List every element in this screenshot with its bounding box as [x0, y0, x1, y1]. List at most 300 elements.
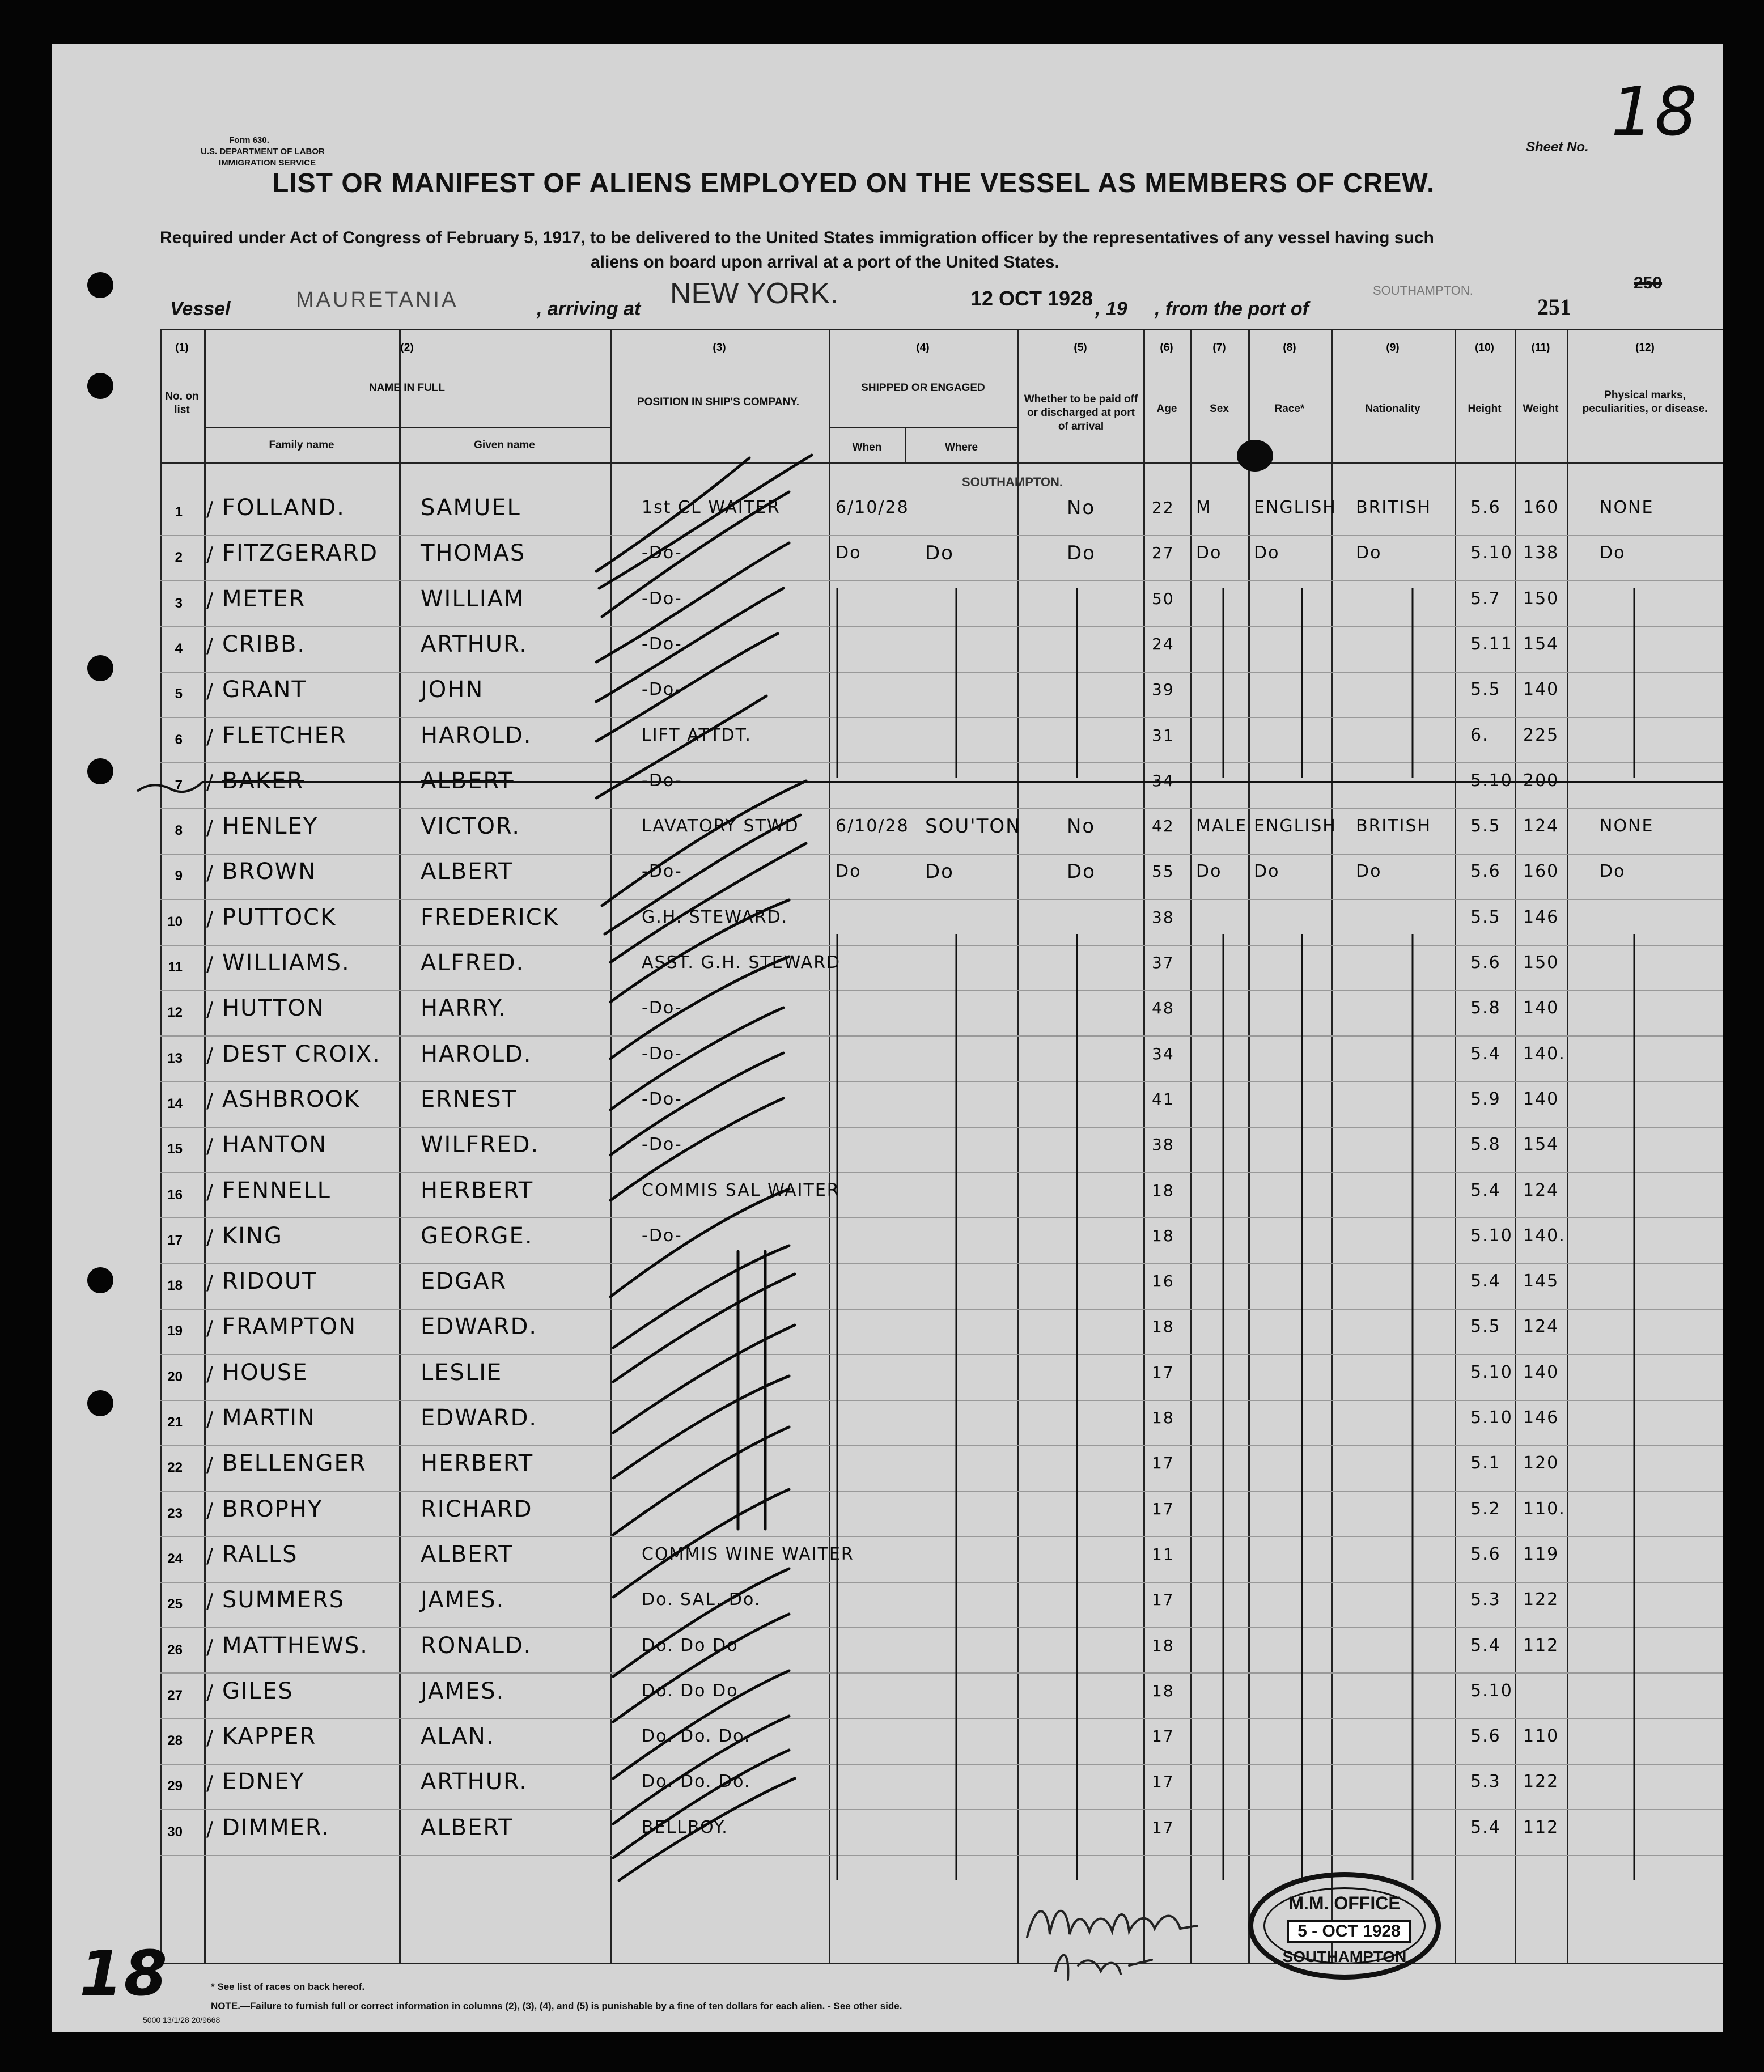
nationality-cell: Do — [1356, 861, 1382, 882]
check-tick: / — [206, 953, 215, 976]
age-cell: 50 — [1152, 589, 1174, 608]
age-cell: 16 — [1152, 1272, 1174, 1291]
row-number: 30 — [167, 1824, 183, 1840]
row-number: 25 — [167, 1597, 183, 1612]
position-cell: Do. Do Do — [642, 1680, 739, 1701]
age-cell: 39 — [1152, 680, 1174, 699]
row-number: 16 — [167, 1187, 183, 1203]
weight-cell: 200 — [1523, 770, 1559, 791]
check-tick: / — [206, 1817, 215, 1841]
age-cell: 18 — [1152, 1317, 1174, 1336]
sex-cell: M — [1196, 498, 1212, 517]
header-no-on-list: No. on list — [165, 390, 199, 416]
check-tick: / — [206, 1180, 215, 1204]
weight-cell: 112 — [1523, 1635, 1559, 1655]
given-name-cell: THOMAS — [421, 540, 526, 567]
position-cell: -Do- — [642, 634, 682, 654]
weight-cell: 122 — [1523, 1590, 1559, 1610]
header-given-name: Given name — [474, 439, 535, 451]
height-cell: 5.8 — [1470, 1135, 1501, 1155]
position-cell: -Do- — [642, 588, 682, 609]
row-number: 22 — [167, 1460, 183, 1476]
col-number: (6) — [1160, 342, 1173, 354]
header-position: POSITION IN SHIP'S COMPANY. — [637, 396, 800, 408]
row-number: 23 — [167, 1505, 183, 1521]
position-cell: -Do- — [642, 861, 682, 882]
sheet-label: Sheet No. — [1526, 139, 1589, 155]
weight-cell: 140. — [1523, 1225, 1566, 1246]
page-title: LIST OR MANIFEST OF ALIENS EMPLOYED ON THE VESSEL AS MEMBERS OF CREW. — [272, 168, 1435, 198]
given-name-cell: ALBERT — [421, 1814, 514, 1841]
check-tick: / — [206, 634, 215, 657]
height-cell: 5.5 — [1470, 680, 1501, 700]
given-name-cell: ALBERT — [421, 767, 514, 794]
check-tick: / — [206, 1680, 215, 1704]
sheet-number: 18 — [1611, 73, 1699, 151]
given-name-cell: WILLIAM — [421, 585, 525, 612]
weight-cell: 140 — [1523, 1362, 1559, 1382]
age-cell: 17 — [1152, 1590, 1174, 1610]
given-name-cell: EDWARD. — [421, 1314, 538, 1340]
height-cell: 5.4 — [1470, 1043, 1501, 1064]
service-label: IMMIGRATION SERVICE — [219, 158, 316, 168]
family-name-cell: FITZGERARD — [222, 540, 379, 567]
position-cell: ASST. G.H. STEWARD — [642, 953, 841, 973]
age-cell: 38 — [1152, 907, 1174, 927]
col-number: (1) — [175, 342, 189, 354]
given-name-cell: RICHARD — [421, 1496, 533, 1522]
check-tick: / — [206, 1590, 215, 1614]
weight-cell: 145 — [1523, 1271, 1559, 1292]
position-cell: -Do- — [642, 998, 682, 1018]
given-name-cell: EDWARD. — [421, 1405, 538, 1431]
row-number: 12 — [167, 1005, 183, 1021]
check-tick: / — [206, 1362, 215, 1386]
manifest-sheet — [52, 44, 1723, 2032]
family-name-cell: RIDOUT — [222, 1268, 317, 1295]
family-name-cell: MATTHEWS. — [222, 1632, 368, 1659]
row-number: 9 — [175, 868, 183, 884]
check-tick: / — [206, 498, 215, 521]
given-name-cell: HAROLD. — [421, 722, 532, 749]
position-cell: LAVATORY STWD — [642, 816, 799, 837]
height-cell: 5.10 — [1470, 543, 1513, 563]
height-cell: 5.6 — [1470, 498, 1501, 517]
arrival-date: 12 OCT 1928 — [970, 287, 1093, 310]
header-physical: Physical marks, peculiarities, or disease. — [1582, 389, 1708, 415]
given-name-cell: ERNEST — [421, 1086, 518, 1113]
height-cell: 5.5 — [1470, 907, 1501, 927]
family-name-cell: DEST CROIX. — [222, 1041, 381, 1067]
weight-cell: 122 — [1523, 1772, 1559, 1792]
check-tick: / — [206, 1317, 215, 1340]
position-cell: Do. SAL. Do. — [642, 1590, 761, 1610]
family-name-cell: BROPHY — [222, 1496, 323, 1522]
race-cell: Do — [1254, 543, 1280, 563]
when-cell: Do — [836, 543, 862, 563]
header-age: Age — [1156, 403, 1177, 415]
form-number: Form 630. — [229, 135, 269, 145]
given-name-cell: RONALD. — [421, 1632, 532, 1659]
weight-cell: 124 — [1523, 1317, 1559, 1337]
subtitle-line-2: aliens on board upon arrival at a port of the United States. — [591, 253, 1059, 271]
sex-cell: Do — [1196, 543, 1222, 563]
row-number: 13 — [167, 1050, 183, 1066]
weight-cell: 160 — [1523, 861, 1559, 882]
col-number: (5) — [1074, 342, 1087, 354]
height-cell: 5.3 — [1470, 1772, 1501, 1792]
struck-number: 250 — [1634, 274, 1663, 292]
race-cell: Do — [1254, 861, 1280, 882]
check-tick: / — [206, 1453, 215, 1477]
age-cell: 11 — [1152, 1544, 1174, 1564]
age-cell: 37 — [1152, 953, 1174, 972]
given-name-cell: LESLIE — [421, 1359, 503, 1386]
row-number: 21 — [167, 1415, 183, 1430]
given-name-cell: HERBERT — [421, 1450, 534, 1477]
height-cell: 5.6 — [1470, 1544, 1501, 1564]
given-name-cell: ALAN. — [421, 1723, 495, 1750]
row-number: 10 — [167, 914, 183, 929]
family-name-cell: HANTON — [222, 1132, 328, 1158]
height-cell: 5.4 — [1470, 1817, 1501, 1837]
height-cell: 5.4 — [1470, 1271, 1501, 1292]
check-tick: / — [206, 1271, 215, 1295]
row-number: 24 — [167, 1551, 183, 1566]
header-name-in-full: NAME IN FULL — [368, 382, 446, 394]
row-number: 14 — [167, 1096, 183, 1111]
family-name-cell: BELLENGER — [222, 1450, 367, 1477]
given-name-cell: ALBERT — [421, 1541, 514, 1568]
age-cell: 17 — [1152, 1818, 1174, 1837]
check-tick: / — [206, 861, 215, 885]
age-cell: 17 — [1152, 1454, 1174, 1473]
family-name-cell: RALLS — [222, 1541, 298, 1568]
row-number: 20 — [167, 1369, 183, 1385]
header-height: Height — [1468, 403, 1502, 415]
position-cell: -Do- — [642, 1089, 682, 1109]
weight-cell: 146 — [1523, 1408, 1559, 1428]
check-tick: / — [206, 1772, 215, 1795]
position-cell: -Do- — [642, 543, 682, 563]
position-cell: Do. Do. Do. — [642, 1726, 751, 1747]
age-cell: 34 — [1152, 1044, 1174, 1063]
position-cell: -Do- — [642, 770, 682, 791]
physical-cell: Do — [1600, 861, 1626, 882]
height-cell: 5.7 — [1470, 588, 1501, 609]
height-cell: 5.6 — [1470, 1726, 1501, 1747]
footer-sheet-number: 18 — [79, 1937, 169, 2010]
check-tick: / — [206, 816, 215, 840]
height-cell: 5.2 — [1470, 1498, 1501, 1519]
family-name-cell: FRAMPTON — [222, 1314, 357, 1340]
row-number: 19 — [167, 1323, 183, 1339]
given-name-cell: HERBERT — [421, 1177, 534, 1204]
age-cell: 18 — [1152, 1408, 1174, 1427]
family-name-cell: METER — [222, 585, 306, 612]
height-cell: 6. — [1470, 725, 1489, 745]
height-cell: 5.8 — [1470, 998, 1501, 1018]
when-cell: Do — [836, 861, 862, 882]
row-number: 28 — [167, 1733, 183, 1749]
weight-cell: 124 — [1523, 816, 1559, 837]
weight-cell: 146 — [1523, 907, 1559, 927]
age-cell: 55 — [1152, 862, 1174, 881]
age-cell: 27 — [1152, 544, 1174, 563]
check-tick: / — [206, 1225, 215, 1249]
from-port: SOUTHAMPTON. — [1373, 283, 1473, 298]
header-where: Where — [944, 441, 978, 453]
row-number: 29 — [167, 1778, 183, 1794]
family-name-cell: PUTTOCK — [222, 904, 337, 931]
family-name-cell: BAKER — [222, 767, 304, 794]
age-cell: 22 — [1152, 498, 1174, 517]
check-tick: / — [206, 1635, 215, 1659]
col-number: (12) — [1635, 342, 1655, 354]
given-name-cell: HARRY. — [421, 995, 507, 1022]
family-name-cell: DIMMER. — [222, 1814, 330, 1841]
position-cell: -Do- — [642, 680, 682, 700]
height-cell: 5.10 — [1470, 1362, 1513, 1382]
col-number: (4) — [916, 342, 930, 354]
height-cell: 5.9 — [1470, 1089, 1501, 1109]
height-cell: 5.10 — [1470, 1680, 1513, 1701]
footer-races-note: * See list of races on back hereof. — [211, 1981, 365, 1992]
family-name-cell: GRANT — [222, 677, 307, 703]
position-cell: G.H. STEWARD. — [642, 907, 788, 927]
row-number: 17 — [167, 1232, 183, 1248]
weight-cell: 110. — [1523, 1498, 1566, 1519]
check-tick: / — [206, 1498, 215, 1522]
check-tick: / — [206, 1089, 215, 1113]
check-tick: / — [206, 998, 215, 1022]
from-label: , from the port of — [1155, 298, 1309, 320]
family-name-cell: KAPPER — [222, 1723, 317, 1750]
sex-cell: Do — [1196, 861, 1222, 882]
paid-off-cell: Do — [1067, 542, 1096, 565]
weight-cell: 140 — [1523, 680, 1559, 700]
check-tick: / — [206, 680, 215, 703]
col-number: (11) — [1531, 342, 1550, 354]
list-number: 251 — [1537, 294, 1571, 320]
family-name-cell: FENNELL — [222, 1177, 331, 1204]
header-nationality: Nationality — [1365, 403, 1420, 415]
age-cell: 18 — [1152, 1681, 1174, 1700]
race-cell: ENGLISH — [1254, 498, 1337, 517]
weight-cell: 119 — [1523, 1544, 1559, 1564]
stamp-date: 5 - OCT 1928 — [1287, 1920, 1411, 1943]
given-name-cell: ALFRED. — [421, 950, 525, 976]
year-label: , 19 — [1095, 298, 1127, 320]
given-name-cell: FREDERICK — [421, 904, 559, 931]
family-name-cell: EDNEY — [222, 1769, 305, 1795]
given-name-cell: VICTOR. — [421, 813, 521, 840]
family-name-cell: CRIBB. — [222, 631, 306, 657]
row-number: 1 — [175, 504, 183, 520]
position-cell: -Do- — [642, 1225, 682, 1246]
header-sex: Sex — [1210, 403, 1229, 415]
col-number: (3) — [713, 342, 726, 354]
position-cell: BELLBOY. — [642, 1817, 728, 1837]
given-name-cell: EDGAR — [421, 1268, 507, 1295]
weight-cell: 110 — [1523, 1726, 1559, 1747]
family-name-cell: MARTIN — [222, 1405, 316, 1431]
header-family-name: Family name — [269, 439, 334, 451]
family-name-cell: HOUSE — [222, 1359, 308, 1386]
given-name-cell: GEORGE. — [421, 1222, 533, 1249]
row-number: 6 — [175, 732, 183, 748]
family-name-cell: HENLEY — [222, 813, 319, 840]
height-cell: 5.1 — [1470, 1453, 1501, 1474]
header-shipped: SHIPPED OR ENGAGED — [861, 382, 985, 394]
check-tick: / — [206, 1043, 215, 1067]
race-cell: ENGLISH — [1254, 816, 1337, 837]
check-tick: / — [206, 1726, 215, 1750]
weight-cell: 154 — [1523, 1135, 1559, 1155]
check-tick: / — [206, 1408, 215, 1431]
header-when: When — [852, 441, 882, 453]
row-number: 3 — [175, 595, 183, 611]
family-name-cell: HUTTON — [222, 995, 325, 1022]
position-cell: LIFT ATTDT. — [642, 725, 752, 745]
height-cell: 5.3 — [1470, 1590, 1501, 1610]
paid-off-cell: No — [1067, 815, 1096, 838]
family-name-cell: GILES — [222, 1678, 294, 1704]
where-cell: SOU'TON — [925, 815, 1021, 838]
check-tick: / — [206, 588, 215, 612]
family-name-cell: KING — [222, 1222, 283, 1249]
age-cell: 48 — [1152, 999, 1174, 1018]
where-cell: Do — [925, 542, 954, 565]
weight-cell: 150 — [1523, 953, 1559, 973]
footer-print-code: 5000 13/1/28 20/9668 — [143, 2015, 220, 2024]
height-cell: 5.4 — [1470, 1180, 1501, 1200]
position-cell: Do. Do Do — [642, 1635, 739, 1655]
physical-cell: NONE — [1600, 498, 1654, 517]
height-cell: 5.6 — [1470, 861, 1501, 882]
header-paid-off: Whether to be paid off or discharged at port of arrival — [1024, 393, 1138, 432]
given-name-cell: JAMES. — [421, 1587, 505, 1614]
height-cell: 5.5 — [1470, 1317, 1501, 1337]
age-cell: 17 — [1152, 1362, 1174, 1382]
weight-cell: 140. — [1523, 1043, 1566, 1064]
weight-cell: 138 — [1523, 543, 1559, 563]
row-number: 2 — [175, 550, 183, 566]
family-name-cell: BROWN — [222, 859, 317, 885]
age-cell: 18 — [1152, 1636, 1174, 1655]
check-tick: / — [206, 770, 215, 794]
stamp-top-text: M.M. OFFICE — [1288, 1893, 1401, 1913]
age-cell: 41 — [1152, 1089, 1174, 1109]
vessel-label: Vessel — [170, 298, 231, 320]
given-name-cell: WILFRED. — [421, 1132, 540, 1158]
arriving-port: NEW YORK. — [670, 277, 838, 310]
family-name-cell: ASHBROOK — [222, 1086, 361, 1113]
age-cell: 17 — [1152, 1727, 1174, 1746]
row-number: 11 — [168, 959, 183, 975]
col-number: (2) — [400, 342, 414, 354]
row-number: 26 — [167, 1642, 183, 1658]
family-name-cell: WILLIAMS. — [222, 950, 350, 976]
height-cell: 5.4 — [1470, 1635, 1501, 1655]
weight-cell: 124 — [1523, 1180, 1559, 1200]
shipped-stamp: SOUTHAMPTON. — [962, 475, 1063, 489]
row-number: 27 — [167, 1687, 183, 1703]
family-name-cell: FOLLAND. — [222, 495, 345, 521]
given-name-cell: ALBERT — [421, 859, 514, 885]
height-cell: 5.10 — [1470, 1408, 1513, 1428]
header-race: Race* — [1274, 403, 1305, 415]
height-cell: 5.10 — [1470, 770, 1513, 791]
given-name-cell: JOHN — [421, 677, 484, 703]
weight-cell: 154 — [1523, 634, 1559, 654]
where-cell: Do — [925, 860, 954, 884]
given-name-cell: SAMUEL — [421, 495, 521, 521]
nationality-cell: Do — [1356, 543, 1382, 563]
given-name-cell: ARTHUR. — [421, 631, 528, 657]
sex-cell: MALE — [1196, 816, 1248, 837]
footer-fine-note: NOTE.—Failure to furnish full or correct information in columns (2), (3), (4), and (5) is punishable by a fine of ten dollars for each alien. - See other side. — [211, 2001, 902, 2011]
position-cell: Do. Do. Do. — [642, 1772, 751, 1792]
given-name-cell: JAMES. — [421, 1678, 505, 1704]
paid-off-cell: No — [1067, 496, 1096, 519]
check-tick: / — [206, 1544, 215, 1568]
age-cell: 24 — [1152, 634, 1174, 653]
age-cell: 42 — [1152, 817, 1174, 836]
row-number: 4 — [175, 640, 183, 656]
check-tick: / — [206, 725, 215, 749]
weight-cell: 150 — [1523, 588, 1559, 609]
weight-cell: 140 — [1523, 998, 1559, 1018]
age-cell: 18 — [1152, 1181, 1174, 1200]
age-cell: 18 — [1152, 1226, 1174, 1245]
row-number: 7 — [175, 777, 183, 793]
given-name-cell: ARTHUR. — [421, 1769, 528, 1795]
family-name-cell: SUMMERS — [222, 1587, 345, 1614]
age-cell: 31 — [1152, 725, 1174, 745]
row-number: 18 — [167, 1278, 183, 1294]
row-number: 8 — [175, 823, 183, 839]
department-label: U.S. DEPARTMENT OF LABOR — [201, 147, 325, 156]
col-number: (10) — [1475, 342, 1494, 354]
position-cell: COMMIS WINE WAITER — [642, 1544, 854, 1564]
stamp-bottom-text: SOUTHAMPTON — [1282, 1948, 1407, 1965]
office-stamp — [1248, 1872, 1441, 1980]
height-cell: 5.10 — [1470, 1225, 1513, 1246]
position-cell: COMMIS SAL WAITER — [642, 1180, 840, 1200]
weight-cell: 225 — [1523, 725, 1559, 745]
ditto-lines — [52, 44, 1723, 2032]
col-number: (9) — [1386, 342, 1400, 354]
row-number: 5 — [175, 686, 183, 702]
weight-cell: 120 — [1523, 1453, 1559, 1474]
age-cell: 34 — [1152, 771, 1174, 790]
height-cell: 5.11 — [1470, 634, 1513, 654]
height-cell: 5.6 — [1470, 953, 1501, 973]
position-cell: -Do- — [642, 1135, 682, 1155]
nationality-cell: BRITISH — [1356, 498, 1432, 517]
position-cell: -Do- — [642, 1043, 682, 1064]
check-tick: / — [206, 1135, 215, 1158]
physical-cell: NONE — [1600, 816, 1654, 837]
col-number: (8) — [1283, 342, 1296, 354]
arriving-label: , arriving at — [537, 298, 641, 320]
when-cell: 6/10/28 — [836, 498, 909, 517]
header-weight: Weight — [1523, 403, 1559, 415]
vessel-name: MAURETANIA — [296, 288, 459, 312]
row-number: 15 — [167, 1141, 183, 1157]
check-tick: / — [206, 907, 215, 931]
